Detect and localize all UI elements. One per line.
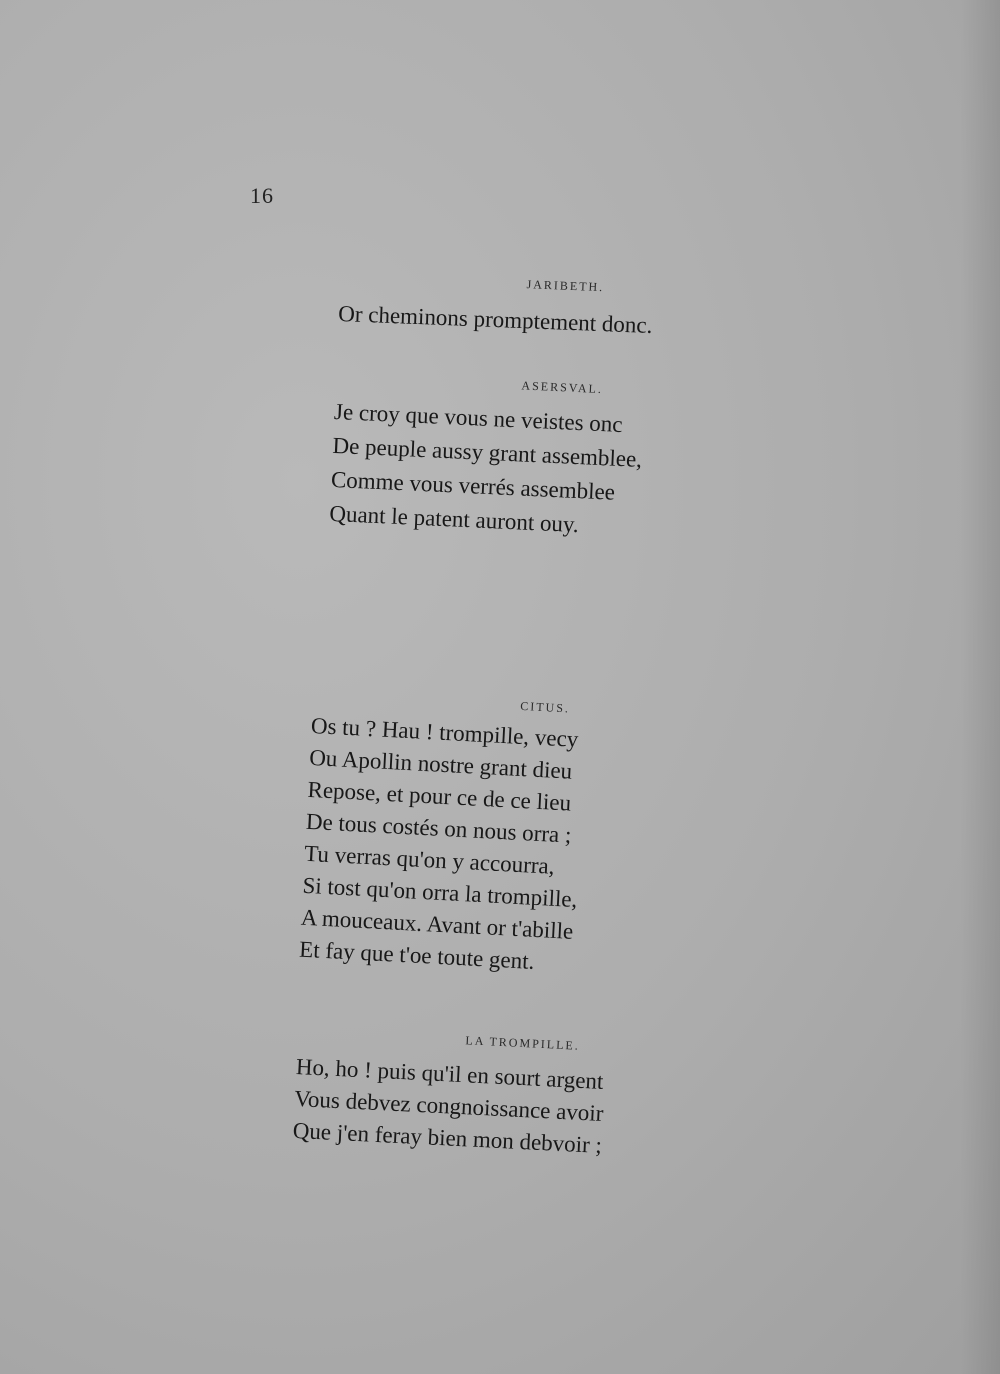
- verse-line: Or cheminons promptement donc.: [337, 300, 653, 339]
- speaker-name: CITUS.: [519, 698, 571, 716]
- verse-line: Comme vous verrés assemblee: [330, 466, 616, 505]
- verse-line: Que j'en feray bien mon debvoir ;: [292, 1117, 603, 1158]
- verse-line: Tu verras qu'on y accourra,: [303, 840, 556, 879]
- verse-line: Quant le patent auront ouy.: [328, 500, 580, 538]
- verse-line: Os tu ? Hau ! trompille, vecy: [310, 712, 579, 752]
- verse-line: Si tost qu'on orra la trompille,: [302, 872, 578, 913]
- speaker-name: LA TROMPILLE.: [465, 1033, 581, 1053]
- verse-line: A mouceaux. Avant or t'abille: [300, 904, 574, 944]
- speaker-name: JARIBETH.: [526, 277, 605, 295]
- verse-line: De peuple aussy grant assemblee,: [332, 432, 643, 472]
- verse-line: Je croy que vous ne veistes onc: [333, 398, 624, 438]
- verse-line: Repose, et pour ce de ce lieu: [307, 776, 572, 816]
- page-edge-shadow: [960, 0, 1000, 1374]
- verse-line: Et fay que t'oe toute gent.: [298, 936, 536, 974]
- page-number: 16: [250, 183, 274, 208]
- verse-line: Ou Apollin nostre grant dieu: [308, 744, 573, 784]
- speaker-name: ASERSVAL.: [521, 378, 604, 397]
- verse-line: Vous debvez congnoissance avoir: [293, 1085, 605, 1127]
- verse-line: Ho, ho ! puis qu'il en sourt argent: [295, 1053, 605, 1094]
- verse-line: De tous costés on nous orra ;: [305, 808, 573, 848]
